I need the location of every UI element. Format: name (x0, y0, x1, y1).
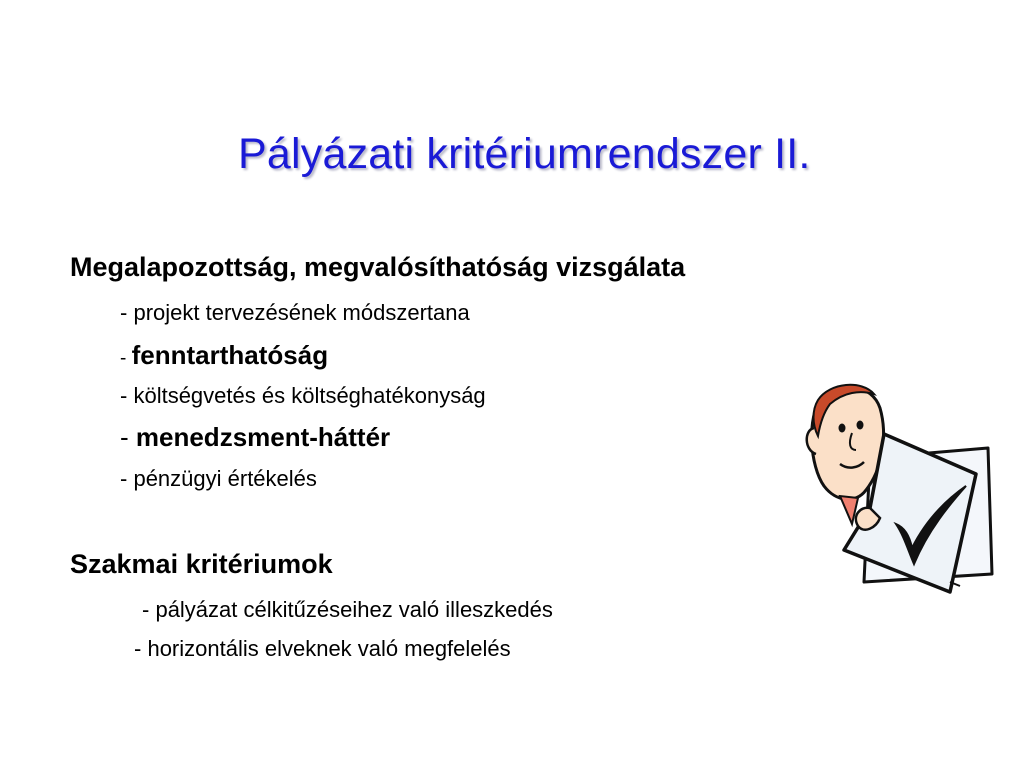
list-item (120, 466, 317, 492)
person-with-checkmark-document-icon (800, 378, 1000, 598)
list-item (120, 340, 328, 371)
section-heading-professional: Szakmai kritériumok (70, 549, 333, 579)
list-item-dash: - (120, 300, 134, 325)
list-item (120, 300, 470, 326)
list-item-dash: - (134, 636, 148, 661)
list-item-text: költségvetés és költséghatékonyság (133, 383, 486, 408)
list-item-dash: - (120, 466, 134, 491)
list-item (134, 636, 511, 662)
list-item-text: projekt tervezésének módszertana (133, 300, 470, 325)
section-heading-feasibility: Megalapozottság, megvalósíthatóság vizsgálata (70, 252, 686, 282)
list-item-text: pályázat célkitűzéseihez való illeszkedés (155, 597, 553, 622)
list-item-dash: - (120, 383, 134, 408)
list-item (120, 422, 390, 453)
list-item-dash: - (120, 348, 132, 369)
slide-title: Pályázati kritériumrendszer II. (238, 130, 811, 178)
list-item-dash: - (142, 597, 156, 622)
list-item-text: menedzsment-háttér (135, 422, 391, 452)
list-item-dash: - (120, 422, 136, 452)
list-item (120, 383, 486, 409)
list-item-text: pénzügyi értékelés (133, 466, 317, 491)
list-item-text: fenntarthatóság (131, 340, 329, 370)
list-item-text: horizontális elveknek való megfelelés (147, 636, 511, 661)
list-item (142, 597, 553, 623)
